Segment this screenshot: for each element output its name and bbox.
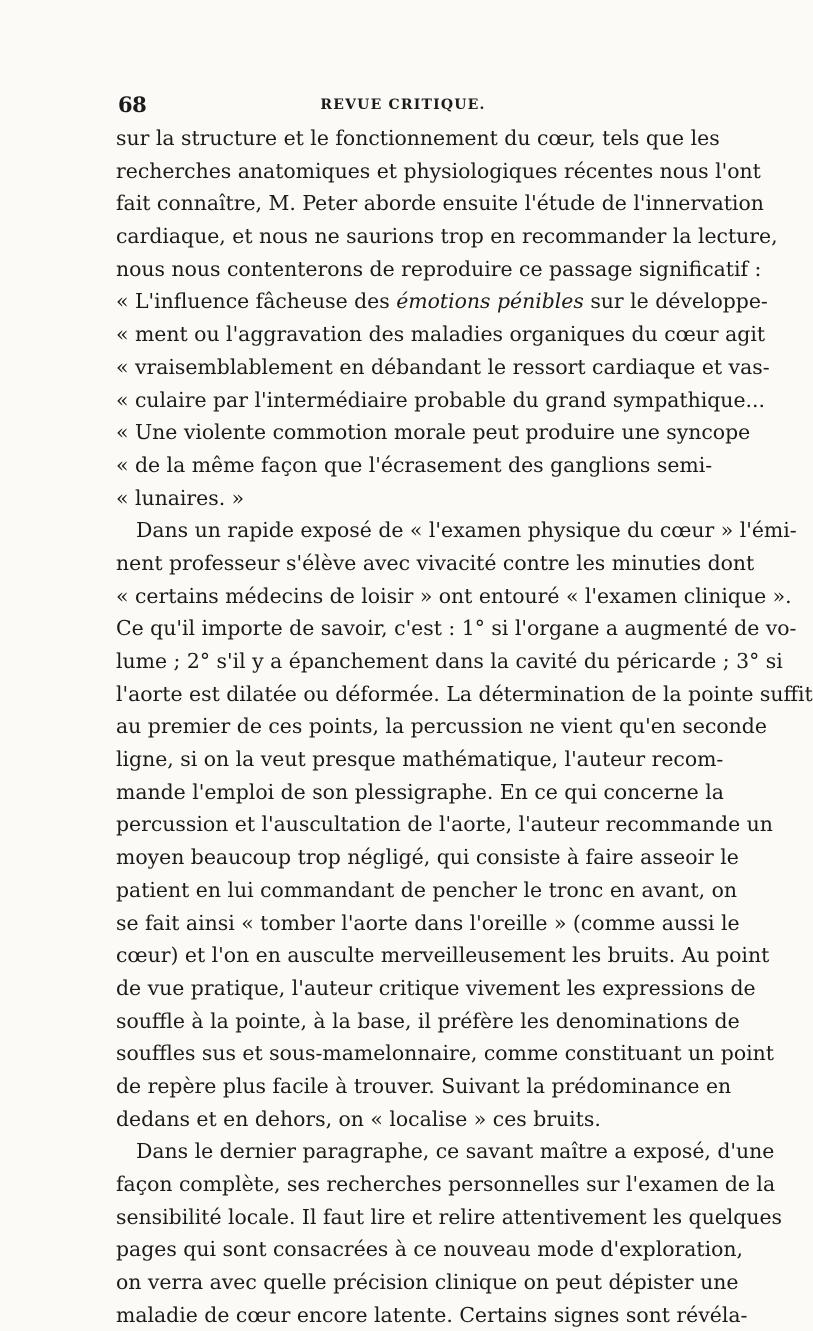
text-segment: souffles sus et sous-mamelonnaire, comme constituant un point [116, 1041, 774, 1066]
text-line [116, 841, 739, 874]
text-line [116, 612, 797, 645]
text-segment: sur la structure et le fonctionnement du cœur, tels que les [116, 126, 720, 150]
text-segment: Ce qu'il importe de savoir, c'est : 1° si l'organe a augmenté de vo- [116, 616, 797, 641]
text-line [116, 710, 767, 743]
text-segment: « Une violente commotion morale peut produire une syncope [116, 420, 751, 445]
text-line [116, 1201, 783, 1234]
text-segment: dedans et en dehors, on « localise » ces bruits. [116, 1106, 601, 1131]
text-segment: se fait ainsi « tomber l'aorte dans l'oreille » (comme aussi le [116, 910, 740, 935]
text-segment: patient en lui commandant de pencher le tronc en avant, on [116, 877, 738, 902]
text-segment: « certains médecins de loisir » ont entouré « l'examen clinique ». [116, 583, 792, 608]
text-line [116, 416, 751, 449]
text-line [116, 1168, 776, 1201]
text-segment: mande l'emploi de son plessigraphe. En ce qui concerne la [116, 779, 724, 804]
text-line [116, 122, 720, 155]
text-segment: cardiaque, et nous ne saurions trop en recommander la lecture, [116, 224, 778, 249]
text-segment: cœur) et l'on en ausculte merveilleusement les bruits. Au point [116, 943, 770, 968]
text-segment: moyen beaucoup trop négligé, qui consiste à faire asseoir le [116, 845, 739, 870]
page-number: 68 [118, 92, 147, 117]
text-segment: fait connaître, M. Peter aborde ensuite l'étude de l'innervation [116, 191, 764, 216]
text-line [116, 1005, 740, 1038]
text-line [116, 874, 738, 907]
text-segment: nous nous contenterons de reproduire ce passage significatif : [116, 256, 762, 281]
text-line [116, 972, 756, 1005]
text-segment: « L'influence fâcheuse des [116, 289, 397, 314]
text-segment: de vue pratique, l'auteur critique vivement les expressions de [116, 975, 756, 1000]
text-segment: « ment ou l'aggravation des maladies organiques du cœur agit [116, 322, 766, 347]
text-line [116, 1135, 775, 1168]
text-segment: on verra avec quelle précision clinique on peut dépister une [116, 1270, 739, 1295]
text-line [116, 318, 766, 351]
text-line [116, 482, 688, 515]
text-segment: sensibilité locale. Il faut lire et relire attentivement les quelques [116, 1204, 783, 1229]
text-line [116, 220, 778, 253]
text-segment: au premier de ces points, la percussion ne vient qu'en seconde [116, 714, 767, 739]
text-line [116, 1266, 739, 1299]
text-segment: de repère plus facile à trouver. Suivant la prédominance en [116, 1073, 732, 1098]
text-segment: percussion et l'auscultation de l'aorte, l'auteur recommande un [116, 812, 773, 837]
text-line [116, 351, 770, 384]
text-segment: souffle à la pointe, à la base, il préfère les denominations de [116, 1008, 740, 1033]
text-segment: lume ; 2° s'il y a épanchement dans la cavité du péricarde ; 3° si [116, 649, 783, 673]
page-header [118, 92, 688, 122]
text-segment: « de la même façon que l'écrasement des ganglions semi- [116, 452, 713, 477]
text-line [116, 253, 762, 286]
text-segment: Dans un rapide exposé de « l'examen physique du cœur » l'émi- [136, 518, 797, 543]
text-line [116, 285, 768, 318]
text-line [116, 449, 713, 482]
text-line [116, 645, 783, 678]
text-line [116, 580, 792, 613]
text-line [116, 678, 813, 711]
running-title: REVUE CRITIQUE. [320, 97, 486, 113]
text-line [116, 384, 765, 417]
text-line [116, 1299, 748, 1331]
text-line [116, 1070, 732, 1103]
text-segment: recherches anatomiques et physiologiques récentes nous l'ont [116, 158, 761, 183]
text-line [116, 743, 724, 776]
text-line [116, 155, 761, 188]
body-text [116, 122, 813, 1331]
text-segment: nent professeur s'élève avec vivacité contre les minuties dont [116, 550, 755, 575]
text-segment: l'aorte est dilatée ou déformée. La détermination de la pointe suffit [116, 681, 813, 706]
text-line [116, 187, 764, 220]
text-line [116, 776, 724, 809]
text-line [116, 514, 797, 547]
text-segment: « culaire par l'intermédiaire probable du grand sympathique... [116, 387, 765, 412]
text-segment: maladie de cœur encore latente. Certains signes sont révéla- [116, 1302, 748, 1327]
text-segment: Dans le dernier paragraphe, ce savant maître a exposé, d'une [136, 1139, 775, 1164]
text-segment: « vraisemblablement en débandant le ressort cardiaque et vas- [116, 354, 770, 379]
text-line [116, 1037, 774, 1070]
text-line [116, 907, 740, 940]
text-line [116, 939, 770, 972]
text-line [116, 547, 755, 580]
text-segment: sur le développe- [583, 289, 768, 314]
text-line [116, 1233, 744, 1266]
text-segment: ligne, si on la veut presque mathématique, l'auteur recom- [116, 747, 724, 772]
italic-text: émotions pénibles [396, 289, 584, 314]
text-segment: pages qui sont consacrées à ce nouveau mode d'exploration, [116, 1237, 744, 1262]
text-segment: « lunaires. » [116, 485, 245, 510]
text-segment: façon complète, ses recherches personnelles sur l'examen de la [116, 1172, 776, 1196]
text-line [116, 808, 773, 841]
text-line [116, 1103, 688, 1136]
